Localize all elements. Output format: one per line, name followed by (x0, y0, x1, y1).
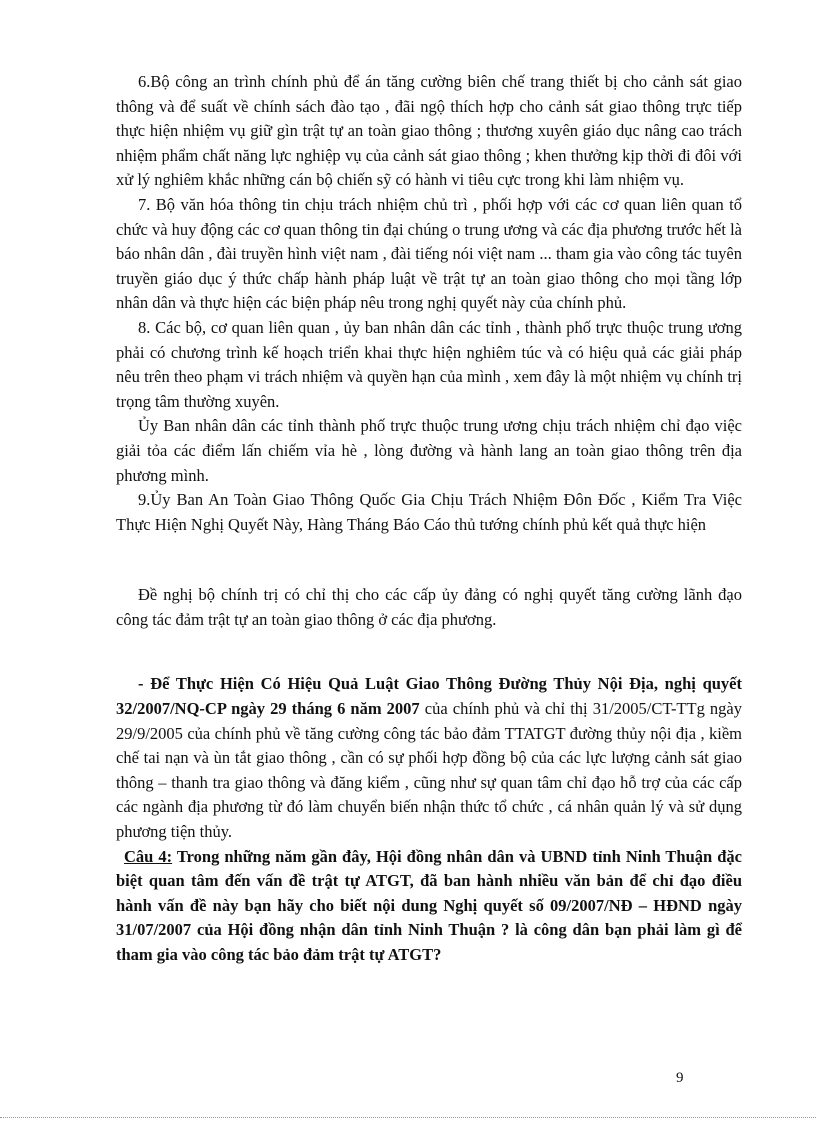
paragraph-recommendation: Đề nghị bộ chính trị có chỉ thị cho các cấp ủy đảng có nghị quyết tăng cường lãnh đạo công tác đảm trật tự an toàn giao thông ở các địa phương. (116, 585, 742, 629)
page-number: 9 (676, 1070, 684, 1086)
paragraph-implementation (116, 672, 742, 844)
paragraph-item-9: 9.Ủy Ban An Toàn Giao Thông Quốc Gia Chịu Trách Nhiệm Đôn Đốc , Kiểm Tra Việc Thực Hiện Nghị Quyết Này, Hàng Tháng Báo Cáo thủ tướng chính phủ kết quả thực hiện (116, 490, 742, 534)
implementation-body: của chính phủ và chỉ thị 31/2005/CT-TTg ngày 29/9/2005 của chính phủ về tăng cường công tác bảo đảm TTATGT đường thủy nội địa , kiềm chế tai nạn và ùn tắt giao thông , cần có sự phối hợp đồng bộ của các lực lượng cảnh sát giao thông – thanh tra giao thông và đăng kiểm , cũng như sự quan tâm chỉ đạo hỗ trợ của các cấp các ngành địa phương từ đó làm chuyển biến nhận thức tổ chức , cá nhân quản lý và sử dụng phương tiện thủy. (116, 699, 742, 842)
page-border-bottom (0, 1117, 816, 1118)
paragraph-item-7: 7. Bộ văn hóa thông tin chịu trách nhiệm chủ trì , phối hợp với các cơ quan liên quan tổ chức và huy động các cơ quan thông tin đại chúng o trung ương và các địa phương trước hết là báo nhân dân , đài truyền hình việt nam , đài tiếng nói việt nam ... tham gia vào công tác tuyên truyền giáo dục ý thức chấp hành pháp luật về trật tự an toàn giao thông cho mọi tầng lớp nhân dân và thực hiện các biện pháp nêu trong nghị quyết này của chính phủ. (116, 194, 742, 313)
question-label: Câu 4: (124, 846, 173, 866)
paragraph-item-8: 8. Các bộ, cơ quan liên quan , ủy ban nhân dân các tỉnh , thành phố trực thuộc trung ương phải có chương trình kế hoạch triển khai thực hiện nghiêm túc và có hiệu quả các giải pháp nêu trên theo phạm vi trách nhiệm và quyền hạn của mình , xem đây là một nhiệm vụ chính trị trọng tâm thường xuyên. (116, 317, 742, 411)
document-page (116, 70, 742, 968)
question-4 (116, 845, 742, 968)
paragraph-provincial-committee: Ủy Ban nhân dân các tỉnh thành phố trực thuộc trung ương chịu trách nhiệm chỉ đạo việc giải tỏa các điểm lấn chiếm vỉa hè , lòng đường và hành lang an toàn giao thông trên địa phương mình. (116, 416, 742, 485)
question-text: Trong những năm gần đây, Hội đồng nhân dân và UBND tỉnh Ninh Thuận đặc biệt quan tâm đến vấn đề trật tự ATGT, đã ban hành nhiều văn bản để chỉ đạo điều hành vấn đề này bạn hãy cho biết nội dung Nghị quyết số 09/2007/NĐ – HĐND ngày 31/07/2007 của Hội đồng nhận dân tỉnh Ninh Thuận ? là công dân bạn phải làm gì để tham gia vào công tác bảo đảm trật tự ATGT? (116, 846, 742, 964)
paragraph-item-6: 6.Bộ công an trình chính phủ để án tăng cường biên chế trang thiết bị cho cảnh sát giao thông và để suất về chính sách đào tạo , đãi ngộ thích hợp cho cảnh sát giao thông trực tiếp thực hiện nhiệm vụ giữ gìn trật tự an toàn giao thông ; thương xuyên giáo dục nâng cao trách nhiệm phẩm chất năng lực nghiệp vụ của cảnh sát giao thông ; khen thưởng kịp thời đi đôi với xử lý nghiêm khắc những cán bộ chiến sỹ có hành vi tiêu cực trong khi làm nhiệm vụ. (116, 72, 742, 190)
implementation-bold-lead: - Để Thực Hiện Có Hiệu Quả Luật Giao Thông Đường Thủy Nội Địa, nghị quyết 32/2007/NQ-CP ngày 29 tháng 6 năm 2007 (116, 674, 742, 719)
